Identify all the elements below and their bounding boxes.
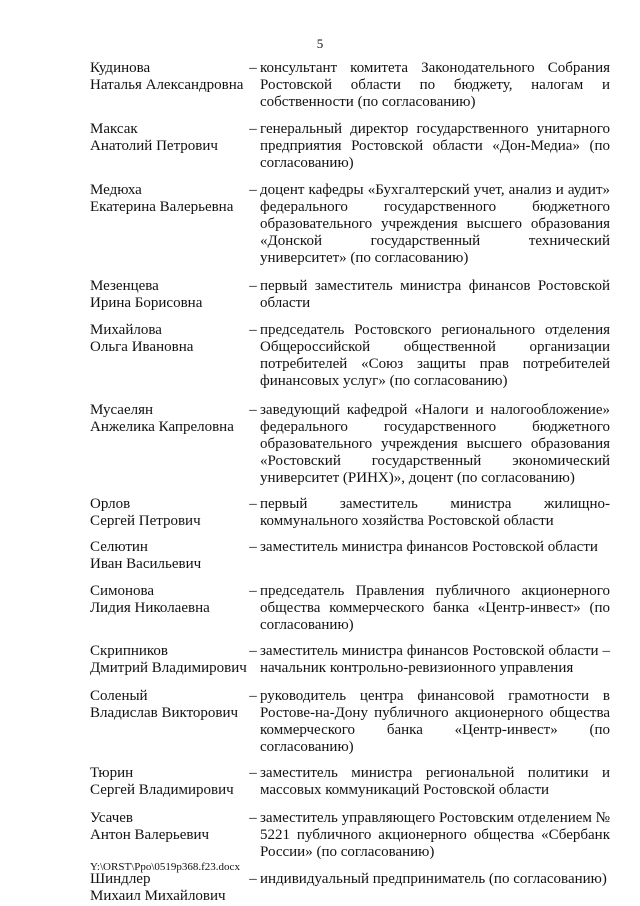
member-given-name: Ольга Ивановна (90, 339, 194, 355)
dash-separator: – (249, 278, 257, 294)
member-position: председатель Правления публичного акционерного общества коммерческого банка «Центр-инвест» (по согласованию) (260, 583, 610, 633)
member-surname: Михайлова (90, 322, 162, 338)
member-given-name: Михаил Михайлович (90, 888, 226, 904)
member-surname: Селютин (90, 539, 148, 555)
member-position: доцент кафедры «Бухгалтерский учет, анализ и аудит» федерального государственного бюджетного образовательного учреждения высшего образования «Донской государственный технический университет» (по согласованию) (260, 182, 610, 266)
member-entry (90, 583, 610, 634)
dash-separator: – (249, 322, 257, 338)
member-surname: Мусаелян (90, 402, 154, 418)
member-given-name: Антон Валерьевич (90, 827, 210, 843)
member-position: первый заместитель министра жилищно-коммунального хозяйства Ростовской области (260, 496, 610, 529)
member-name (90, 583, 246, 617)
member-name (90, 182, 246, 216)
dash-separator: – (249, 402, 257, 418)
member-entry (90, 810, 610, 861)
member-given-name: Наталья Александровна (90, 77, 244, 93)
member-given-name: Лидия Николаевна (90, 600, 210, 616)
member-surname: Усачев (90, 810, 134, 826)
member-surname: Симонова (90, 583, 155, 599)
member-entry (90, 496, 610, 530)
member-name (90, 539, 246, 573)
member-surname: Скрипников (90, 643, 169, 659)
member-given-name: Дмитрий Владимирович (90, 660, 247, 676)
page-number: 5 (316, 36, 324, 51)
member-given-name: Анжелика Капреловна (90, 419, 234, 435)
member-name (90, 643, 246, 677)
member-surname: Шиндлер (90, 871, 151, 887)
member-position: заместитель министра финансов Ростовской области (260, 539, 598, 555)
member-entry (90, 121, 610, 172)
member-given-name: Владислав Викторович (90, 705, 239, 721)
member-position: первый заместитель министра финансов Ростовской области (260, 278, 610, 311)
dash-separator: – (249, 643, 257, 659)
member-entry (90, 643, 610, 677)
dash-separator: – (249, 688, 257, 704)
member-name (90, 810, 246, 844)
member-name (90, 496, 246, 530)
dash-separator: – (249, 496, 257, 512)
member-name (90, 121, 246, 155)
member-name (90, 871, 246, 905)
member-entry (90, 765, 610, 799)
dash-separator: – (249, 765, 257, 781)
member-name (90, 322, 246, 356)
dash-separator: – (249, 871, 257, 887)
member-entry (90, 60, 610, 111)
member-surname: Соленый (90, 688, 148, 704)
member-entry (90, 182, 610, 267)
member-list (90, 60, 610, 905)
member-surname: Медюха (90, 182, 142, 198)
member-surname: Кудинова (90, 60, 151, 76)
member-position: консультант комитета Законодательного Собрания Ростовской области по бюджету, налогам и собственности (по согласованию) (260, 60, 610, 110)
member-position: заместитель министра финансов Ростовской области – начальник контрольно-ревизионного управления (260, 643, 610, 676)
dash-separator: – (249, 182, 257, 198)
member-position: заведующий кафедрой «Налоги и налогообложение» федерального государственного бюджетного образовательного учреждения высшего образования «Ростовский государственный экономический университет (РИНХ)», доцент (по согласованию) (260, 402, 610, 486)
member-given-name: Ирина Борисовна (90, 295, 203, 311)
member-entry (90, 688, 610, 756)
file-path-footer: Y:\ORST\Ppo\0519p368.f23.docx (90, 861, 240, 873)
member-surname: Максак (90, 121, 138, 137)
dash-separator: – (249, 810, 257, 826)
member-given-name: Екатерина Валерьевна (90, 199, 234, 215)
member-given-name: Сергей Владимирович (90, 782, 234, 798)
member-entry (90, 402, 610, 487)
member-name (90, 60, 246, 94)
dash-separator: – (249, 539, 257, 555)
dash-separator: – (249, 121, 257, 137)
member-given-name: Иван Васильевич (90, 556, 202, 572)
member-entry (90, 539, 610, 573)
member-name (90, 765, 246, 799)
member-entry (90, 278, 610, 312)
member-name (90, 402, 246, 436)
member-position: заместитель министра региональной политики и массовых коммуникаций Ростовской области (260, 765, 610, 798)
dash-separator: – (249, 583, 257, 599)
member-surname: Мезенцева (90, 278, 159, 294)
member-given-name: Анатолий Петрович (90, 138, 218, 154)
member-name (90, 278, 246, 312)
member-position: индивидуальный предприниматель (по согласованию) (260, 871, 607, 887)
member-position: заместитель управляющего Ростовским отделением № 5221 публичного акционерного общества «Сбербанк России» (по согласованию) (260, 810, 610, 860)
dash-separator: – (249, 60, 257, 76)
member-position: руководитель центра финансовой грамотности в Ростове-на-Дону публичного акционерного общества коммерческого банка «Центр-инвест» (по согласованию) (260, 688, 610, 755)
member-entry (90, 322, 610, 390)
member-surname: Тюрин (90, 765, 134, 781)
member-position: председатель Ростовского регионального отделения Общероссийской общественной организации потребителей «Союз защиты прав потребителей финансовых услуг» (по согласованию) (260, 322, 610, 389)
member-given-name: Сергей Петрович (90, 513, 201, 529)
member-position: генеральный директор государственного унитарного предприятия Ростовской области «Дон-Медиа» (по согласованию) (260, 121, 610, 171)
member-entry (90, 871, 610, 905)
member-name (90, 688, 246, 722)
member-surname: Орлов (90, 496, 131, 512)
